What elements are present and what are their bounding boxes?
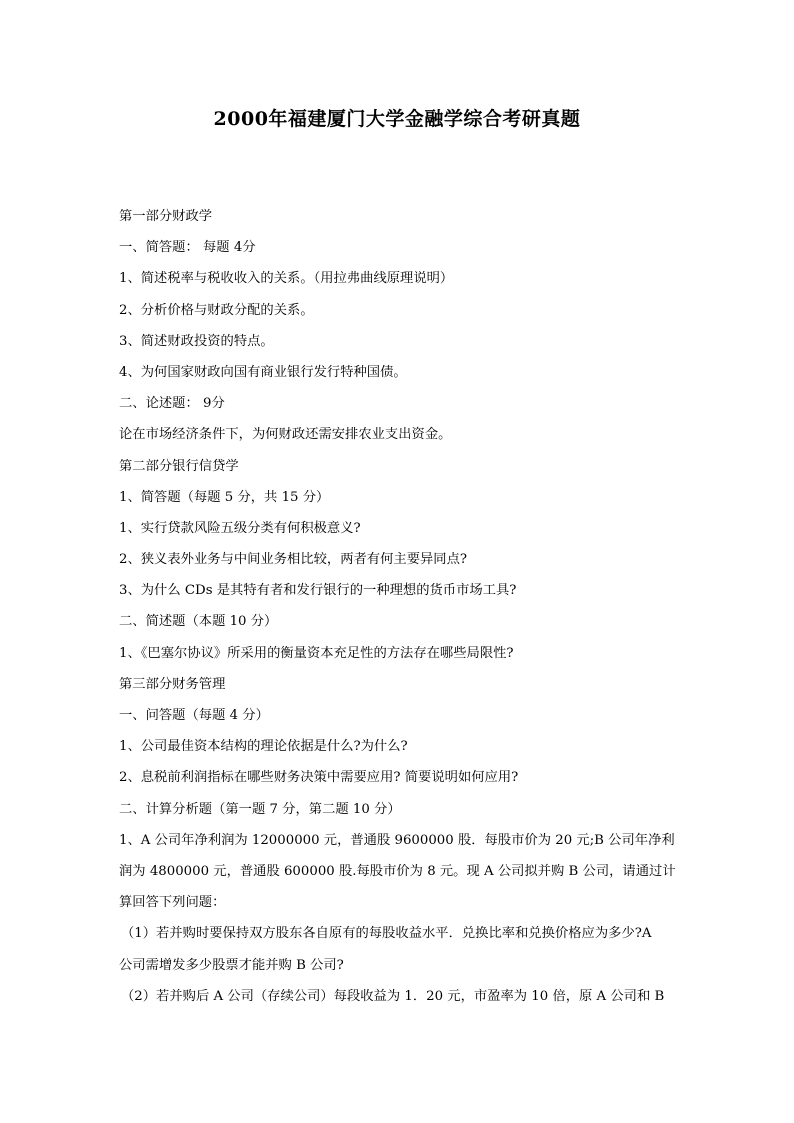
paragraph-line: 润为 4800000 元，普通股 600000 股.每股市价为 8 元。现 A 公司拟并购 B 公司，请通过计 xyxy=(119,863,676,879)
paragraph-line: （1）若并购时要保持双方股东各自原有的每股收益水平．兑换比率和兑换价格应为多少?A xyxy=(121,926,652,942)
question-item: 2、息税前利润指标在哪些财务决策中需要应用? 简要说明如何应用? xyxy=(119,770,519,786)
question-item: 3、简述财政投资的特点。 xyxy=(119,333,274,349)
paragraph-line: 算回答下列问题： xyxy=(119,895,226,911)
question-item: 论在市场经济条件下，为何财政还需安排农业支出资金。 xyxy=(119,427,452,443)
page-title: 2000年福建厦门大学金融学综合考研真题 xyxy=(213,108,581,130)
question-group-heading: 二、简述题（本题 10 分） xyxy=(119,614,278,630)
paragraph-line: （2）若并购后 A 公司（存续公司）每段收益为 1．20 元，市盈率为 10 倍，原 A 公司和 B xyxy=(121,988,665,1004)
question-item: 2、分析价格与财政分配的关系。 xyxy=(119,302,314,318)
section-heading-banking: 第二部分银行信贷学 xyxy=(119,458,239,474)
paragraph-line: 1、A 公司年净利润为 12000000 元，普通股 9600000 股．每股市价为 20 元;B 公司年净利 xyxy=(119,832,675,848)
question-group-heading: 二、论述题： 9分 xyxy=(119,396,225,412)
question-group-heading: 二、计算分析题（第一题 7 分，第二题 10 分） xyxy=(119,801,401,817)
question-group-heading: 一、问答题（每题 4 分） xyxy=(119,708,269,723)
question-item: 1、《巴塞尔协议》所采用的衡量资本充足性的方法存在哪些局限性? xyxy=(119,645,514,661)
question-item: 1、公司最佳资本结构的理论依据是什么?为什么? xyxy=(119,739,408,755)
question-item: 2、狭义表外业务与中间业务相比较，两者有何主要异同点? xyxy=(119,552,468,568)
question-item: 1、实行贷款风险五级分类有何积极意义? xyxy=(119,520,361,536)
question-group-heading: 一、简答题： 每题 4分 xyxy=(119,240,256,256)
question-item: 1、简述税率与税收收入的关系。（用拉弗曲线原理说明） xyxy=(119,271,454,287)
question-item: 4、为何国家财政向国有商业银行发行特种国债。 xyxy=(119,364,407,380)
paragraph-line: 公司需增发多少股票才能并购 B 公司? xyxy=(119,957,344,973)
section-heading-financial-management: 第三部分财务管理 xyxy=(119,676,226,692)
question-group-heading: 1、简答题（每题 5 分，共 15 分） xyxy=(119,489,330,505)
question-item: 3、为什么 CDs 是其特有者和发行银行的一种理想的货币市场工具? xyxy=(119,583,517,599)
section-heading-finance: 第一部分财政学 xyxy=(119,209,213,224)
document-body xyxy=(119,206,681,1017)
